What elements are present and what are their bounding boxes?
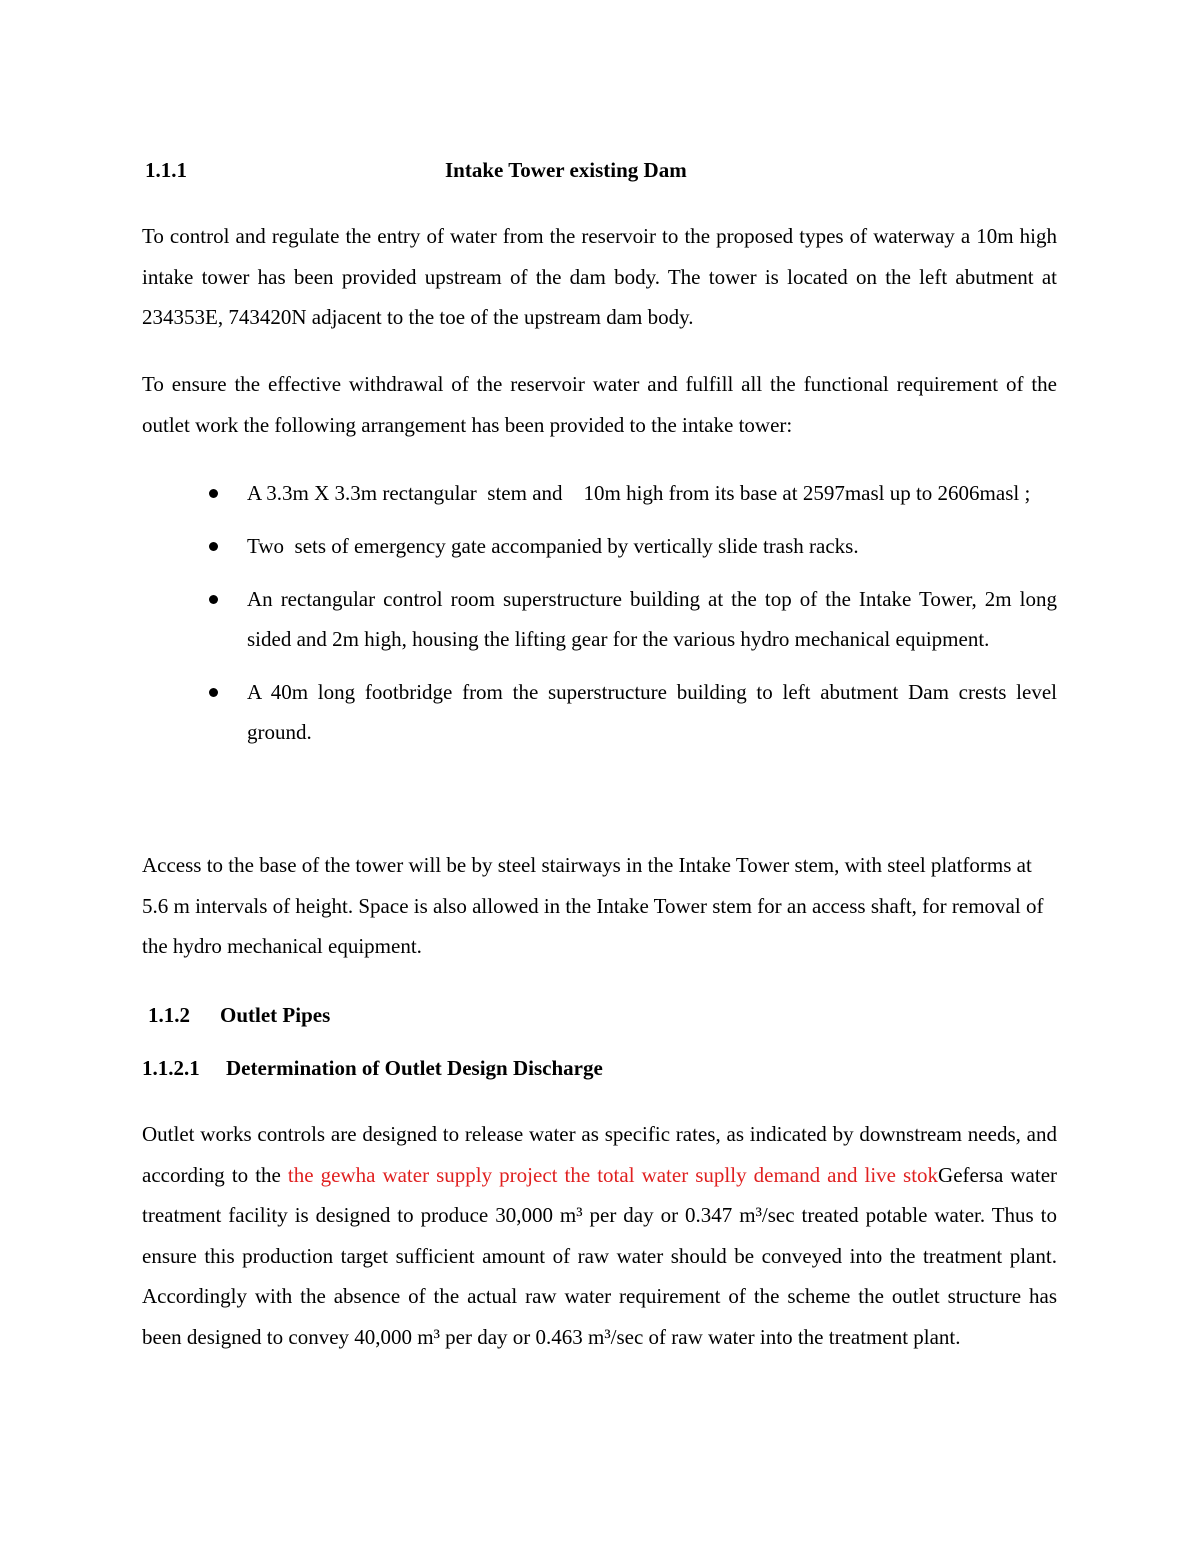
paragraph-intake-location: To control and regulate the entry of water from the reservoir to the proposed types of waterway a 10m high intake tower has been provided upstream of the dam body. The tower is located on the left abutment at 234353E, 743420N adjacent to the toe of the upstream dam body. <box>142 224 1057 329</box>
list-item-text: Two sets of emergency gate accompanied by vertically slide trash racks. <box>247 534 859 558</box>
section-number: 1.1.1 <box>145 158 187 182</box>
paragraph-outlet-discharge <box>142 1114 1057 1357</box>
bullet-icon <box>209 595 218 604</box>
paragraph-intake-arrangement: To ensure the effective withdrawal of the reservoir water and fulfill all the functional requirement of the outlet work the following arrangement has been provided to the intake tower: <box>142 372 1057 437</box>
list-item <box>205 579 1057 659</box>
section-title: Determination of Outlet Design Discharge <box>226 1056 603 1080</box>
bullet-icon <box>209 688 218 697</box>
list-item-text: A 40m long footbridge from the superstructure building to left abutment Dam crests level ground. <box>247 680 1057 744</box>
section-title: Intake Tower existing Dam <box>445 158 687 182</box>
section-title: Outlet Pipes <box>220 1003 331 1027</box>
paragraph-lead-text: Outlet works controls are designed to release water as specific rates, as indicated by downstream needs, and according to the <box>142 1122 1057 1187</box>
bullet-list <box>205 473 1057 765</box>
list-item <box>205 672 1057 752</box>
paragraph-access: Access to the base of the tower will be by steel stairways in the Intake Tower stem, with steel platforms at 5.6 m intervals of height. Space is also allowed in the Intake Tower stem for an access shaft, for removal of the hydro mechanical equipment. <box>142 853 1044 958</box>
highlighted-text: the gewha water supply project the total water suplly demand and live stok <box>287 1162 939 1187</box>
section-number: 1.1.2 <box>148 1003 190 1027</box>
list-item-text: A 3.3m X 3.3m rectangular stem and 10m high from its base at 2597masl up to 2606masl ; <box>247 481 1031 505</box>
bullet-icon <box>209 542 218 551</box>
section-heading-1-1-2-1 <box>142 1053 603 1083</box>
section-heading-1-1-2 <box>148 1000 330 1030</box>
section-number: 1.1.2.1 <box>142 1056 200 1080</box>
paragraph-rest-text: Gefersa water treatment facility is designed to produce 30,000 m³ per day or 0.347 m³/sec treated potable water. Thus to ensure this production target sufficient amount of raw water should be conveyed into the treatment plant. Accordingly with the absence of the actual raw water requirement of the scheme the outlet structure has been designed to convey 40,000 m³ per day or 0.463 m³/sec of raw water into the treatment plant. <box>142 1162 1058 1349</box>
list-item <box>205 473 1057 513</box>
bullet-icon <box>209 489 218 498</box>
list-item <box>205 526 1057 566</box>
list-item-text: An rectangular control room superstructure building at the top of the Intake Tower, 2m long sided and 2m high, housing the lifting gear for the various hydro mechanical equipment. <box>247 587 1057 651</box>
